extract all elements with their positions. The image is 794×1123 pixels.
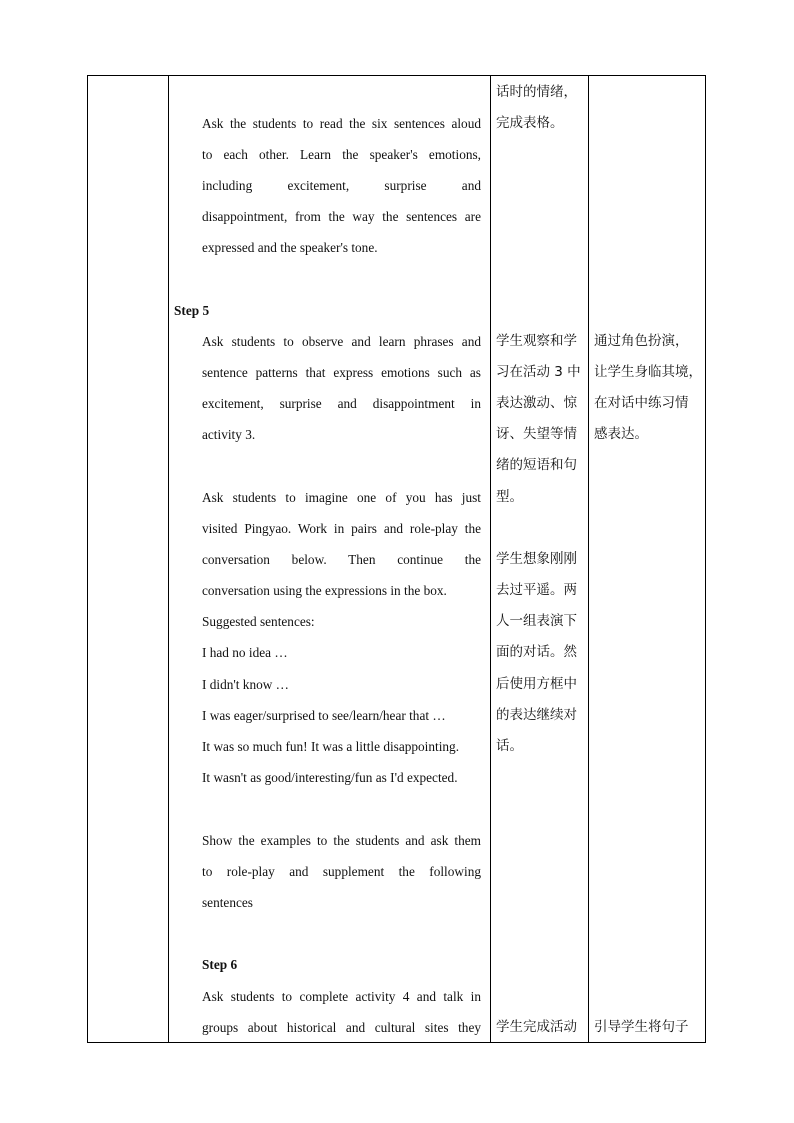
text-line: 在对话中练习情: [594, 395, 689, 411]
step-heading: Step 6: [202, 957, 238, 972]
text-line: Ask the students to read the six sentences aloud: [202, 116, 481, 131]
text-line: 通过角色扮演，: [594, 333, 689, 349]
column-divider: [588, 76, 589, 1042]
text-line: sentences: [202, 895, 253, 910]
text-line: 习在活动 3 中: [496, 364, 581, 380]
text-line: 表达激动、惊: [496, 395, 577, 411]
text-line: 讶、失望等情: [496, 426, 577, 442]
text-line: including excitement, surprise and: [202, 178, 481, 193]
text-line: groups about historical and cultural sites they: [202, 1020, 481, 1035]
text-line: to role-play and supplement the following: [202, 864, 481, 879]
text-line: 后使用方框中: [496, 676, 577, 692]
text-line: 的表达继续对: [496, 707, 577, 723]
text-line: 人一组表演下: [496, 613, 577, 629]
text-line: 型。: [496, 489, 523, 505]
column-divider: [168, 76, 169, 1042]
text-line: 感表达。: [594, 426, 648, 442]
text-line: 去过平遥。两: [496, 582, 577, 598]
text-line: to each other. Learn the speaker's emotions,: [202, 147, 481, 162]
text-line: 学生观察和学: [496, 333, 577, 349]
text-line: It was so much fun! It was a little disappointing.: [202, 739, 460, 754]
step-heading: Step 5: [174, 303, 210, 318]
text-line: I didn't know …: [202, 677, 289, 692]
text-line: 话时的情绪，: [496, 84, 577, 100]
text-line: Show the examples to the students and ask them: [202, 833, 481, 848]
text-line: I was eager/surprised to see/learn/hear that …: [202, 708, 446, 723]
text-line: expressed and the speaker's tone.: [202, 240, 378, 255]
text-line: 完成表格。: [496, 115, 564, 131]
text-line: sentence patterns that express emotions such as: [202, 365, 481, 380]
text-line: activity 3.: [202, 427, 256, 442]
text-line: 学生想象刚刚: [496, 551, 577, 567]
text-line: conversation using the expressions in the box.: [202, 583, 447, 598]
text-line: 引导学生将句子: [594, 1019, 689, 1035]
column-divider: [490, 76, 491, 1042]
text-line: visited Pingyao. Work in pairs and role-play the: [202, 521, 481, 536]
text-line: excitement, surprise and disappointment in: [202, 396, 481, 411]
text-line: disappointment, from the way the sentences are: [202, 209, 481, 224]
text-line: Ask students to observe and learn phrases and: [202, 334, 481, 349]
text-line: 让学生身临其境，: [594, 364, 702, 380]
text-line: 话。: [496, 738, 523, 754]
text-line: conversation below. Then continue the: [202, 552, 481, 567]
text-line: I had no idea …: [202, 645, 288, 660]
text-line: 面的对话。然: [496, 644, 577, 660]
text-line: 绪的短语和句: [496, 457, 577, 473]
text-line: 学生完成活动: [496, 1019, 577, 1035]
text-line: It wasn't as good/interesting/fun as I'd expected.: [202, 770, 458, 785]
text-line: Ask students to complete activity 4 and talk in: [202, 989, 481, 1004]
text-line: Ask students to imagine one of you has just: [202, 490, 481, 505]
text-line: Suggested sentences:: [202, 614, 315, 629]
